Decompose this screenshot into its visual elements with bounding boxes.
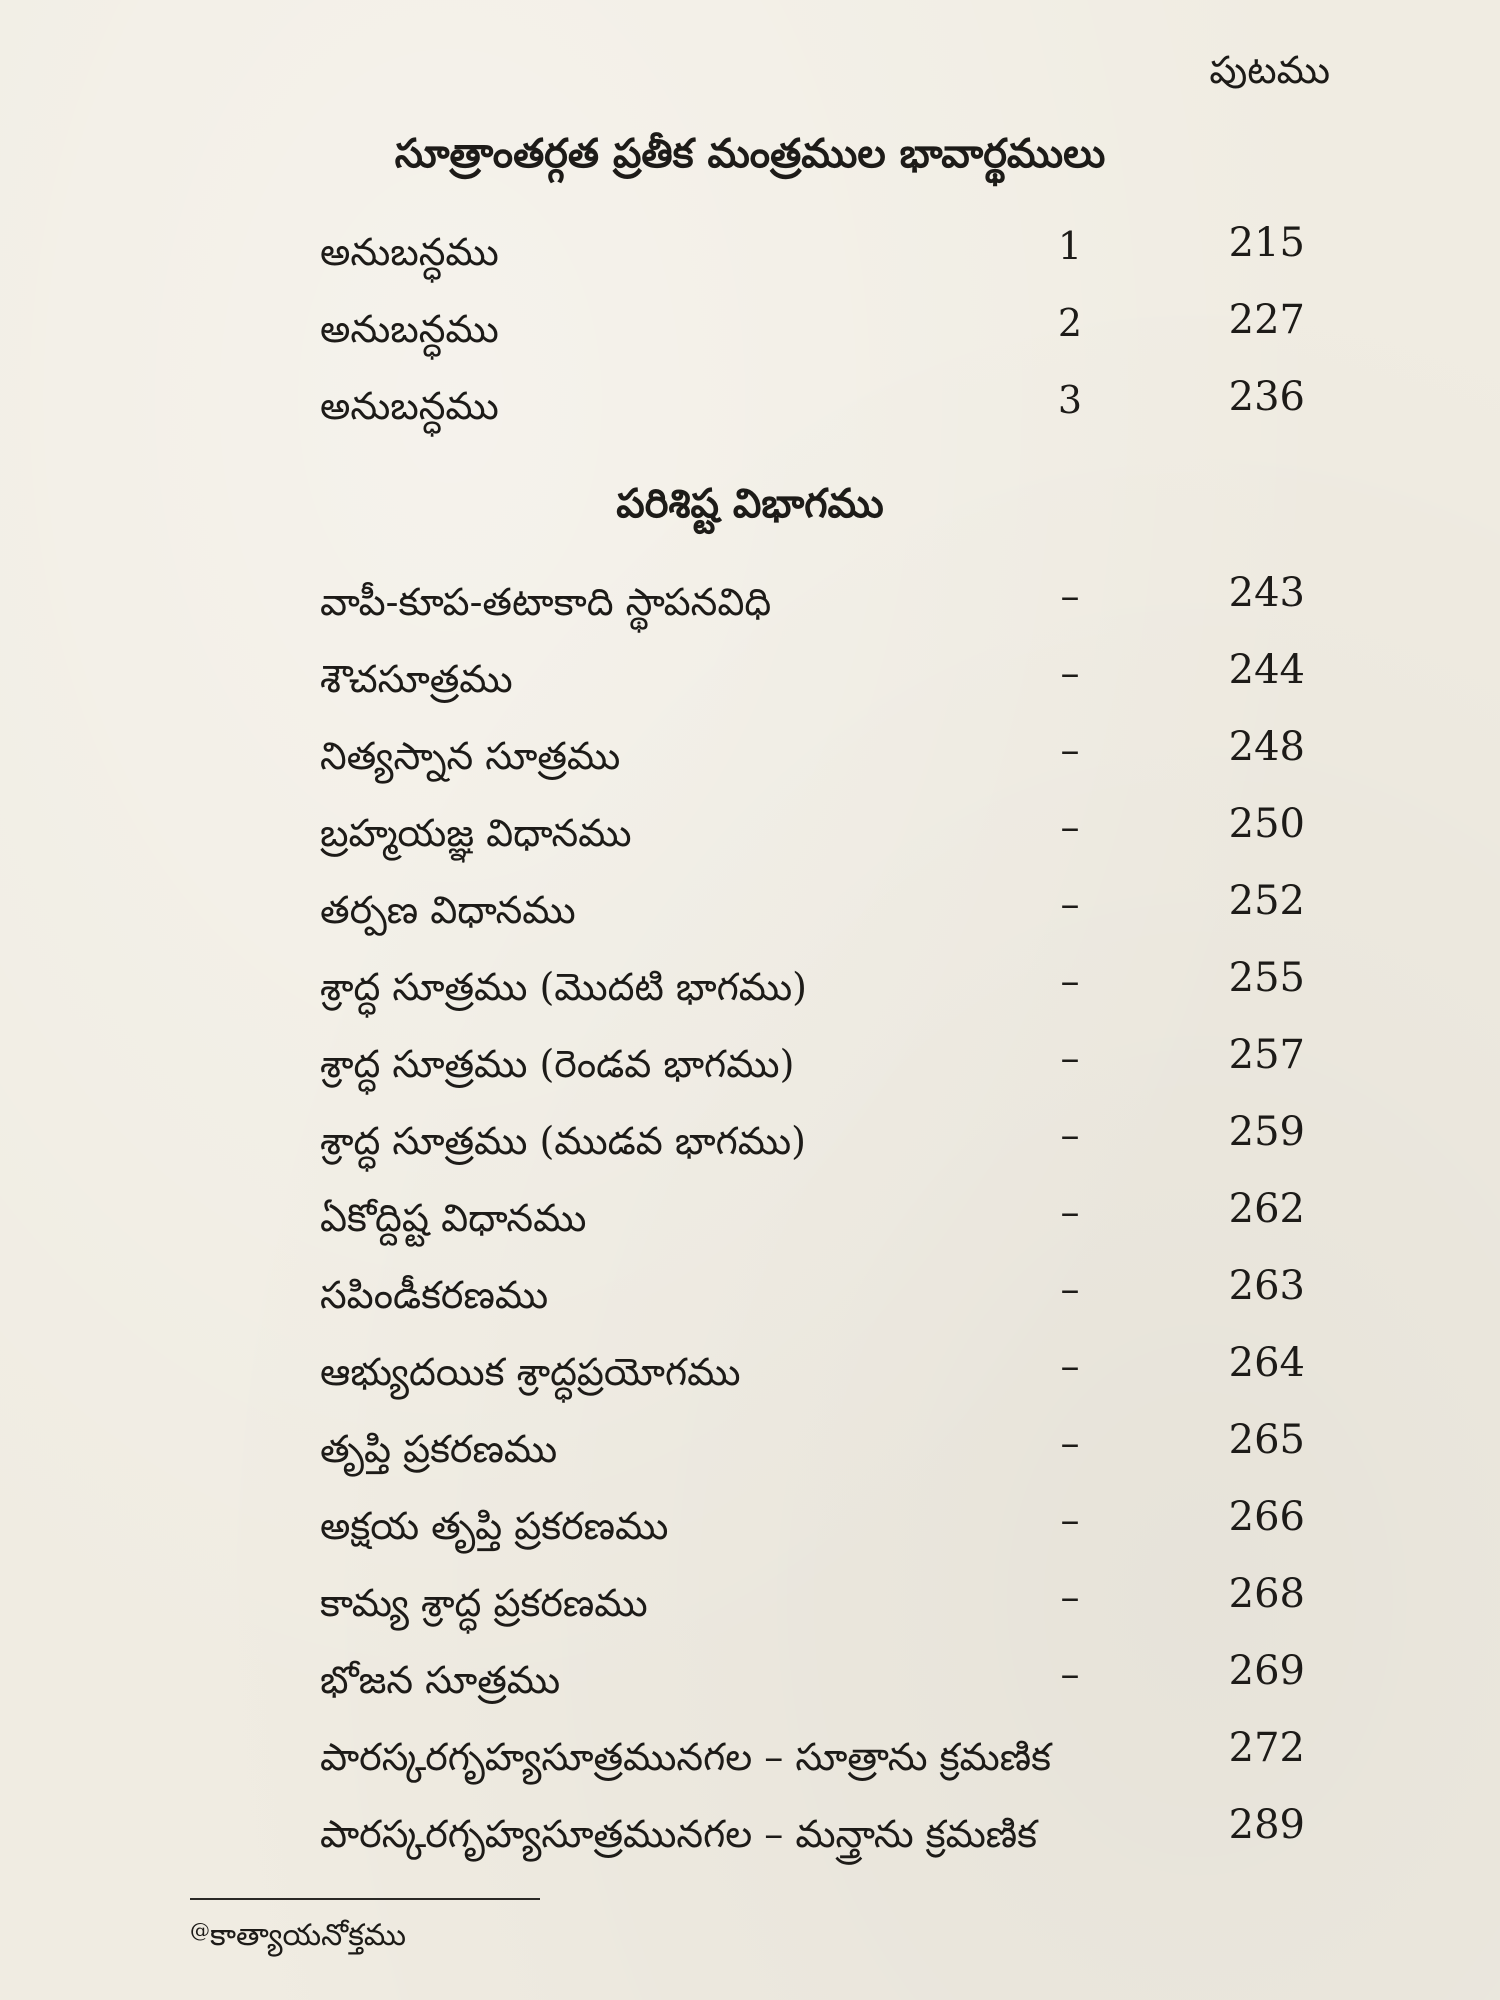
toc-row — [320, 801, 1320, 871]
page-number: 289 — [1228, 1802, 1305, 1848]
toc-row — [320, 878, 1320, 948]
toc-entry-label: బ్రహ్మయజ్ఞ విధానము — [320, 811, 632, 855]
dash-separator: – — [1060, 728, 1080, 772]
toc-entry-label: కామ్య శ్రాద్ధ ప్రకరణము — [320, 1581, 648, 1625]
toc-row — [320, 1109, 1320, 1179]
toc-entry-label: సపిండీకరణము — [320, 1273, 549, 1317]
dash-separator: – — [1060, 1498, 1080, 1542]
toc-entry-label: అక్షయ తృప్తి ప్రకరణము — [320, 1504, 669, 1548]
page-number: 248 — [1228, 724, 1305, 770]
toc-row — [320, 1571, 1320, 1641]
toc-row — [320, 1263, 1320, 1333]
page-number: 272 — [1228, 1725, 1305, 1771]
toc-entry-label: ఆభ్యుదయిక శ్రాద్ధప్రయోగము — [320, 1350, 741, 1394]
toc-row — [320, 374, 1320, 444]
toc-entry-label: శ్రాద్ధ సూత్రము (ముడవ భాగము) — [320, 1119, 806, 1163]
section-title-appendix-meanings: సూత్రాంతర్గత ప్రతీక మంత్రముల భావార్థములు — [394, 130, 1106, 177]
section-title-parishishta: పరిశిష్ట విభాగము — [616, 480, 884, 527]
toc-row — [320, 1186, 1320, 1256]
dash-separator: – — [1060, 959, 1080, 1003]
toc-row — [320, 1725, 1320, 1795]
page-number: 215 — [1228, 220, 1305, 266]
toc-row — [320, 1417, 1320, 1487]
footnote-symbol: @ — [190, 1918, 210, 1942]
toc-entry-label: పారస్కరగృహ్యసూత్రమునగల – మన్త్రాను క్రమణిక — [320, 1812, 1038, 1856]
page-number: 269 — [1228, 1648, 1305, 1694]
toc-row — [320, 1802, 1320, 1872]
toc-row — [320, 1494, 1320, 1564]
page-number: 255 — [1228, 955, 1305, 1001]
toc-row — [320, 647, 1320, 717]
toc-row — [320, 570, 1320, 640]
page-number: 243 — [1228, 570, 1305, 616]
dash-separator: – — [1060, 574, 1080, 618]
page-number: 252 — [1228, 878, 1305, 924]
page-number: 257 — [1228, 1032, 1305, 1078]
toc-entry-label: శౌచసూత్రము — [320, 657, 513, 701]
page-number: 244 — [1228, 647, 1305, 693]
dash-separator: – — [1060, 1036, 1080, 1080]
toc-entry-label: శ్రాద్ధ సూత్రము (రెండవ భాగము) — [320, 1042, 795, 1086]
page-number: 259 — [1228, 1109, 1305, 1155]
page-number: 268 — [1228, 1571, 1305, 1617]
page-number: 266 — [1228, 1494, 1305, 1540]
footnote — [190, 1918, 406, 1960]
dash-separator: – — [1060, 1421, 1080, 1465]
toc-entry-label: భోజన సూత్రము — [320, 1658, 561, 1702]
appendix-number: 3 — [1057, 378, 1083, 422]
footnote-text: కాత్యాయనోక్తము — [210, 1918, 406, 1953]
page-number: 262 — [1228, 1186, 1305, 1232]
page-number: 264 — [1228, 1340, 1305, 1386]
appendix-number: 2 — [1057, 301, 1083, 345]
toc-row — [320, 220, 1320, 290]
footnote-rule — [190, 1898, 540, 1900]
toc-entry-label: తర్పణ విధానము — [320, 888, 576, 932]
toc-entry-label: వాపీ-కూప-తటాకాది స్థాపనవిధి — [320, 580, 772, 624]
appendix-number: 1 — [1057, 224, 1083, 268]
toc-row — [320, 955, 1320, 1025]
dash-separator: – — [1060, 1267, 1080, 1311]
toc-entry-label: అనుబన్ధము — [320, 384, 499, 428]
page-number: 227 — [1228, 297, 1305, 343]
toc-row — [320, 1340, 1320, 1410]
dash-separator: – — [1060, 882, 1080, 926]
dash-separator: – — [1060, 651, 1080, 695]
toc-entry-label: శ్రాద్ధ సూత్రము (మొదటి భాగము) — [320, 965, 807, 1009]
toc-row — [320, 1032, 1320, 1102]
dash-separator: – — [1060, 805, 1080, 849]
dash-separator: – — [1060, 1344, 1080, 1388]
toc-entry-label: అనుబన్ధము — [320, 307, 499, 351]
toc-entry-label: నిత్యస్నాన సూత్రము — [320, 734, 621, 778]
page-number: 263 — [1228, 1263, 1305, 1309]
toc-row — [320, 724, 1320, 794]
toc-entry-label: పారస్కరగృహ్యసూత్రమునగల – సూత్రాను క్రమణిక — [320, 1735, 1051, 1779]
toc-row — [320, 1648, 1320, 1718]
toc-entry-label: అనుబన్ధము — [320, 230, 499, 274]
toc-entry-label: ఏకోద్దిష్ట విధానము — [320, 1196, 587, 1240]
page-number: 250 — [1228, 801, 1305, 847]
toc-entry-label: తృప్తి ప్రకరణము — [320, 1427, 558, 1471]
page-number: 236 — [1228, 374, 1305, 420]
toc-row — [320, 297, 1320, 367]
dash-separator: – — [1060, 1190, 1080, 1234]
dash-separator: – — [1060, 1113, 1080, 1157]
dash-separator: – — [1060, 1575, 1080, 1619]
running-head: పుటము — [1209, 48, 1330, 92]
dash-separator: – — [1060, 1652, 1080, 1696]
page-number: 265 — [1228, 1417, 1305, 1463]
